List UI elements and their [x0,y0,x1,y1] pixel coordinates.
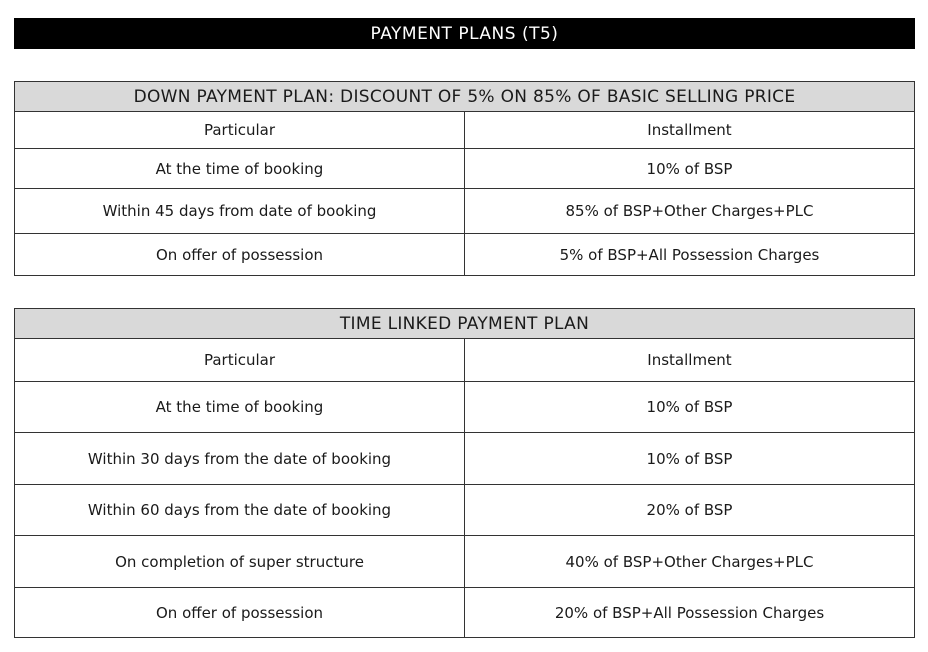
column-header-installment: Installment [647,351,732,369]
particular-cell: On offer of possession [15,588,465,637]
table-row [15,382,914,433]
particular-cell: Within 45 days from date of booking [15,189,465,233]
table-header-row [15,339,914,382]
installment-cell: 20% of BSP+All Possession Charges [554,603,825,622]
time-linked-plan-heading: TIME LINKED PAYMENT PLAN [15,309,914,339]
installment-cell: 5% of BSP+All Possession Charges [559,245,820,264]
table-row [15,234,914,275]
time-linked-payment-plan-table [14,308,915,638]
particular-cell: On offer of possession [15,234,465,275]
installment-cell: 85% of BSP+Other Charges+PLC [565,202,814,220]
table-header-row [15,112,914,149]
down-payment-plan-table [14,81,915,276]
table-row [15,189,914,234]
particular-cell: At the time of booking [15,149,465,188]
particular-cell: At the time of booking [15,382,465,432]
installment-cell: 10% of BSP [646,449,733,468]
installment-cell: 10% of BSP [646,159,733,178]
table-row [15,536,914,588]
installment-cell: 10% of BSP [646,398,733,416]
table-row [15,588,914,637]
down-payment-plan-heading: DOWN PAYMENT PLAN: DISCOUNT OF 5% ON 85% OF BASIC SELLING PRICE [15,82,914,112]
table-row [15,485,914,536]
installment-cell: 20% of BSP [646,501,733,519]
column-header-installment: Installment [647,121,732,139]
table-row [15,149,914,189]
installment-cell: 40% of BSP+Other Charges+PLC [565,552,814,571]
particular-cell: Within 60 days from the date of booking [15,485,465,535]
column-header-particular: Particular [15,339,465,381]
column-header-particular: Particular [15,112,465,148]
particular-cell: Within 30 days from the date of booking [15,433,465,484]
table-row [15,433,914,485]
page-title: PAYMENT PLANS (T5) [14,18,915,49]
particular-cell: On completion of super structure [15,536,465,587]
